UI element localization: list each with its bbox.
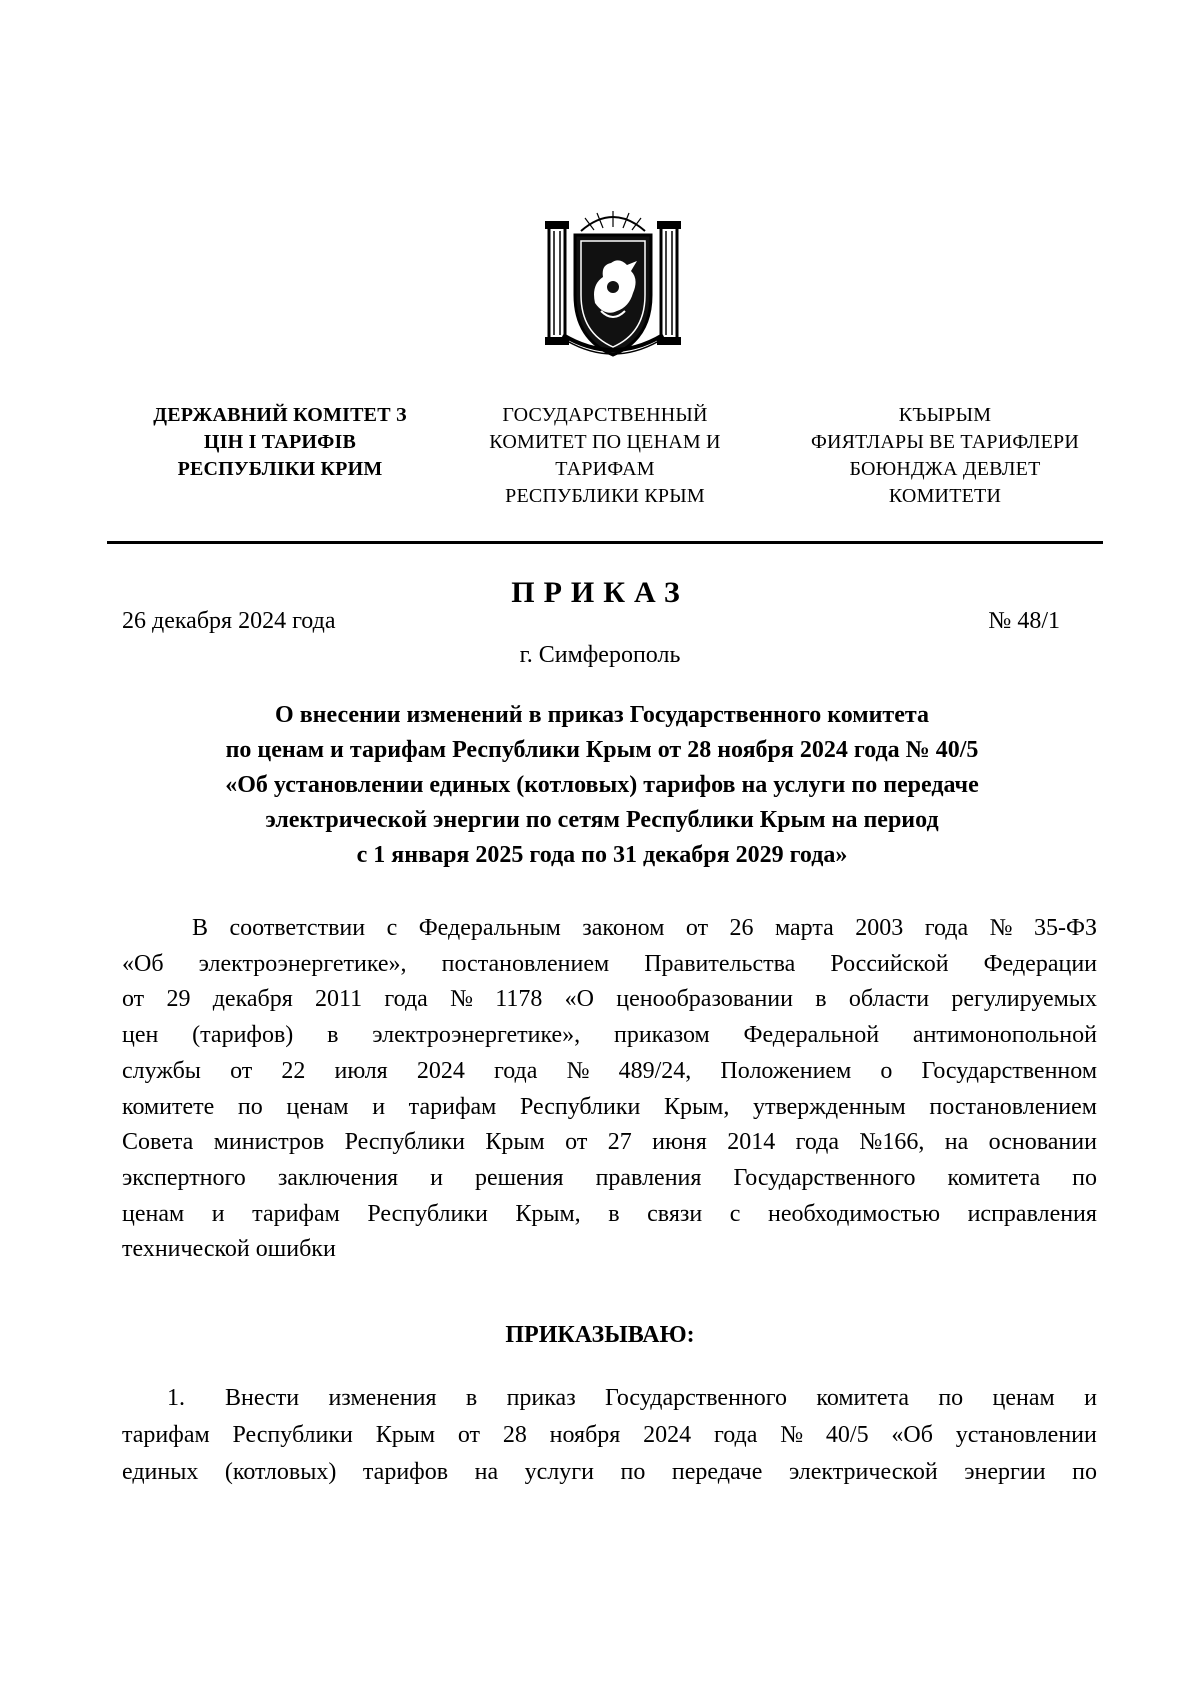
word: необходимостью	[767, 1200, 941, 1227]
word: №	[450, 986, 473, 1013]
preamble-line	[122, 1090, 1097, 1126]
word: тарифам	[252, 1200, 340, 1227]
word: ценообразовании	[616, 986, 793, 1013]
word: Государственном	[921, 1057, 1097, 1084]
word: и	[211, 1200, 225, 1227]
word: тарифам	[408, 1093, 497, 1120]
word: решения	[475, 1164, 564, 1191]
word: правления	[595, 1164, 702, 1191]
word: №	[989, 915, 1013, 941]
preamble-paragraph	[122, 911, 1097, 1268]
word: 40/5	[825, 1422, 869, 1448]
preamble-line	[122, 982, 1097, 1018]
preamble-line	[122, 911, 1097, 947]
header-divider	[107, 541, 1103, 544]
word: области	[848, 986, 930, 1013]
word: года	[384, 986, 428, 1013]
header-crimean-tatar-line-4: КОМИТЕТИ	[888, 485, 1002, 507]
header-ukrainian-line-2: ЦІН І ТАРИФІВ	[203, 431, 357, 453]
word: года	[713, 1422, 758, 1448]
title-line: «Об установлении единых (котловых) тарифов на услуги по передаче	[225, 772, 979, 798]
word: министров	[213, 1129, 325, 1156]
word: комитета	[947, 1164, 1041, 1191]
word: тарифам	[122, 1422, 210, 1448]
word: электрической	[788, 1459, 938, 1485]
document-title	[122, 698, 1082, 873]
word: (котловых)	[224, 1459, 337, 1485]
word: Крым,	[664, 1093, 730, 1120]
word: «О	[564, 986, 594, 1013]
word: исправления	[967, 1200, 1097, 1227]
word: Положением	[720, 1057, 852, 1084]
word: Российской	[830, 950, 949, 977]
word: Федеральной	[743, 1022, 880, 1049]
word: экспертного	[122, 1164, 246, 1191]
word: с	[386, 915, 398, 941]
item-line	[122, 1454, 1097, 1491]
header-ukrainian-line-1: ДЕРЖАВНИЙ КОМІТЕТ З	[153, 404, 407, 426]
word: 26	[729, 915, 754, 941]
header-ukrainian	[130, 402, 430, 483]
header-russian-line-1: ГОСУДАРСТВЕННЫЙ	[502, 404, 708, 426]
word: антимонопольной	[912, 1022, 1097, 1049]
header-crimean-tatar-line-1: КЪЫРЫМ	[898, 404, 992, 426]
order-heading: ПРИКАЗЫВАЮ:	[505, 1322, 695, 1348]
title-line: электрической энергии по сетям Республики Крым на период	[265, 807, 939, 833]
word: Республики	[344, 1129, 465, 1156]
word: 2024	[416, 1057, 465, 1084]
word: в	[608, 1200, 620, 1227]
word: законом	[582, 915, 665, 941]
word: передаче	[671, 1459, 763, 1485]
word: Совета	[122, 1129, 194, 1156]
word: соответствии	[229, 915, 366, 941]
word: Федерации	[983, 950, 1097, 977]
word: Крым,	[515, 1200, 581, 1227]
word: и	[430, 1164, 443, 1191]
header-crimean-tatar-line-3: БОЮНДЖА ДЕВЛЕТ	[849, 458, 1041, 480]
preamble-line	[122, 1161, 1097, 1197]
word: о	[880, 1057, 893, 1084]
word: Государственного	[605, 1385, 788, 1411]
word: связи	[647, 1200, 703, 1227]
word: Крым	[375, 1422, 436, 1448]
word: «Об	[891, 1422, 933, 1448]
word: цен	[122, 1022, 159, 1049]
word: 2014	[727, 1129, 776, 1156]
word: регулируемых	[951, 986, 1097, 1013]
word: с	[729, 1200, 741, 1227]
item-number: 1.	[167, 1385, 185, 1411]
word: ценам	[286, 1093, 349, 1120]
coat-of-arms-icon	[545, 207, 681, 365]
title-line: с 1 января 2025 года по 31 декабря 2029 года»	[356, 842, 848, 868]
word: электроэнергетике»,	[198, 950, 407, 977]
title-line: О внесении изменений в приказ Государственного комитета	[275, 702, 929, 728]
word: ценам	[992, 1385, 1055, 1411]
word: марта	[775, 915, 834, 941]
item-line	[122, 1417, 1097, 1454]
word: Государственного	[733, 1164, 916, 1191]
word: в	[327, 1022, 339, 1049]
word: Республики	[367, 1200, 488, 1227]
word: Крым	[485, 1129, 545, 1156]
word: (тарифов)	[192, 1022, 294, 1049]
preamble-line	[122, 1018, 1097, 1054]
word: 28	[502, 1422, 527, 1448]
word: и	[1084, 1385, 1097, 1411]
word: 29	[166, 986, 191, 1013]
word: 2011	[315, 986, 363, 1013]
word: июня	[652, 1129, 707, 1156]
word: от	[230, 1057, 253, 1084]
word: приказ	[506, 1385, 576, 1411]
word: ценам	[122, 1200, 185, 1227]
word: изменения	[328, 1385, 437, 1411]
word: от	[122, 986, 145, 1013]
preamble-line	[122, 1054, 1097, 1090]
word: электроэнергетике»,	[372, 1022, 581, 1049]
word: 489/24,	[618, 1057, 692, 1084]
word: по	[1072, 1459, 1097, 1485]
word: постановлением	[441, 950, 610, 977]
word: №166,	[859, 1129, 925, 1156]
header-russian-line-2: КОМИТЕТ ПО ЦЕНАМ И	[489, 431, 721, 453]
word: июля	[334, 1057, 388, 1084]
document-city: г. Симферополь	[519, 642, 681, 668]
word: от	[457, 1422, 481, 1448]
preamble-line	[122, 1197, 1097, 1233]
word: по	[620, 1459, 646, 1485]
document-date: 26 декабря 2024 года	[122, 608, 336, 634]
header-russian-line-3: ТАРИФАМ	[555, 458, 655, 480]
word: 22	[281, 1057, 306, 1084]
word: и	[372, 1093, 386, 1120]
word: Правительства	[644, 950, 796, 977]
word: заключения	[277, 1164, 399, 1191]
word: №	[566, 1057, 590, 1084]
document-type: ПРИКАЗ	[511, 576, 689, 609]
word: в	[815, 986, 827, 1013]
word: установлении	[955, 1422, 1097, 1448]
word: ноября	[549, 1422, 621, 1448]
word: основании	[988, 1129, 1097, 1156]
word: от	[565, 1129, 588, 1156]
word: утвержденным	[752, 1093, 906, 1120]
word: постановлением	[929, 1093, 1097, 1120]
header-russian-line-4: РЕСПУБЛИКИ КРЫМ	[505, 485, 705, 507]
item-line	[122, 1380, 1097, 1417]
word: 35-ФЗ	[1034, 915, 1097, 941]
word: Федеральным	[418, 915, 561, 941]
word: года	[795, 1129, 840, 1156]
word: Республики	[232, 1422, 353, 1448]
word: от	[685, 915, 709, 941]
word: 2024	[643, 1422, 692, 1448]
preamble-line	[122, 1125, 1097, 1161]
word: комитета	[816, 1385, 909, 1411]
word: на	[944, 1129, 969, 1156]
word: по	[237, 1093, 263, 1120]
preamble-line	[122, 947, 1097, 983]
order-item-1	[122, 1380, 1097, 1491]
word: года	[494, 1057, 538, 1084]
word: Республики	[519, 1093, 641, 1120]
word: в	[465, 1385, 478, 1411]
word: №	[780, 1422, 804, 1448]
title-line: по ценам и тарифам Республики Крым от 28 ноября 2024 года № 40/5	[225, 737, 979, 763]
header-russian	[455, 402, 755, 510]
word: службы	[122, 1057, 201, 1084]
word: года	[924, 915, 969, 941]
word: на	[474, 1459, 499, 1485]
word: «Об	[122, 950, 164, 977]
word: декабря	[212, 986, 293, 1013]
word: 27	[607, 1129, 632, 1156]
word: Внести	[225, 1385, 300, 1411]
word: 2003	[855, 915, 904, 941]
item-line-text	[225, 1380, 1097, 1417]
preamble-line: технической ошибки	[122, 1236, 336, 1263]
word: В	[192, 915, 209, 941]
word: комитете	[122, 1093, 215, 1120]
word: услуги	[524, 1459, 594, 1485]
header-crimean-tatar	[775, 402, 1115, 510]
word: приказом	[613, 1022, 710, 1049]
word: единых	[122, 1459, 199, 1485]
word: по	[1072, 1164, 1097, 1191]
document-number: № 48/1	[988, 608, 1060, 634]
word: энергии	[964, 1459, 1046, 1485]
header-ukrainian-line-3: РЕСПУБЛІКИ КРИМ	[177, 458, 383, 480]
word: тарифов	[362, 1459, 449, 1485]
word: по	[938, 1385, 964, 1411]
header-crimean-tatar-line-2: ФИЯТЛАРЫ ВЕ ТАРИФЛЕРИ	[810, 431, 1079, 453]
word: 1178	[495, 986, 543, 1013]
